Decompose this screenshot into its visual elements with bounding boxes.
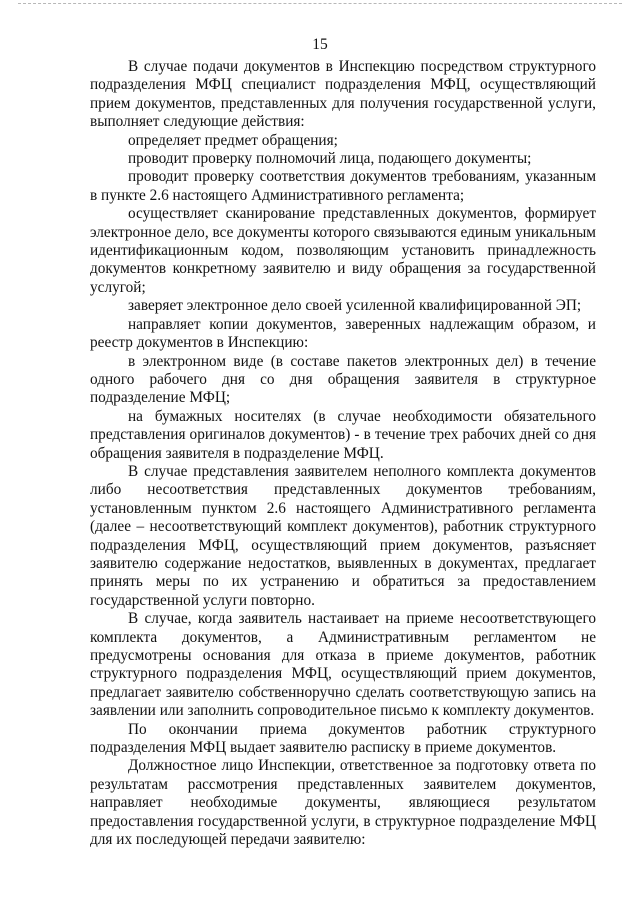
document-body	[90, 58, 596, 849]
paragraph-action-send-copies: направляет копии документов, заверенных надлежащим образом, и реестр документов в Инспекцию:	[90, 315, 596, 352]
paragraph-applicant-insists: В случае, когда заявитель настаивает на приеме несоответствующего комплекта документов, а Административным регламентом не предусмотрены основания для отказа в приеме документов, работник структурного подразделения МФЦ, осуществляющий прием документов, предлагает заявителю собственноручно сделать соответствующую запись на заявлении или заполнить сопроводительное письмо к комплекту документов.	[90, 610, 596, 720]
paragraph-mfc-submission: В случае подачи документов в Инспекцию посредством структурного подразделения МФЦ специалист подразделения МФЦ, осуществляющий прием документов, представленных для получения государственной услуги, выполняет следующие действия:	[90, 58, 596, 131]
paragraph-action-authority-check: проводит проверку полномочий лица, подающего документы;	[128, 150, 532, 168]
paragraph-incomplete-set: В случае представления заявителем неполного комплекта документов либо несоответствия представленных документов требованиям, установленным пунктом 2.6 настоящего Административного регламента (далее – несоответствующий комплект документов), работник структурного подразделения МФЦ, осуществляющий прием документов, разъясняет заявителю содержание недостатков, выявленных в документах, предлагает принять меры по их устранению и обратиться за предоставлением государственной услуги повторно.	[90, 462, 596, 609]
paragraph-official-response: Должностное лицо Инспекции, ответственное за подготовку ответа по результатам рассмотрения представленных заявителем документов, направляет необходимые документы, являющиеся результатом предоставления государственной услуги, в структурное подразделение МФЦ для их последующей передачи заявителю:	[90, 757, 596, 849]
page-number: 15	[312, 36, 328, 53]
scan-edge-line	[18, 3, 622, 4]
paragraph-action-signature: заверяет электронное дело своей усиленной квалифицированной ЭП;	[128, 297, 582, 315]
paragraph-action-subject: определяет предмет обращения;	[128, 131, 338, 149]
paragraph-action-scanning: осуществляет сканирование представленных документов, формирует электронное дело, все документы которого связываются единым уникальным идентификационным кодом, позволяющим установить принадлежность документов конкретному заявителю и виду обращения за государственной услугой;	[90, 205, 596, 296]
paragraph-paper-form: на бумажных носителях (в случае необходимости обязательного представления оригиналов документов) - в течение трех рабочих дней со дня обращения заявителя в подразделение МФЦ.	[90, 407, 596, 462]
paragraph-action-requirements-check: проводит проверку соответствия документов требованиям, указанным в пункте 2.6 настоящего Административного регламента;	[90, 168, 596, 204]
paragraph-electronic-form: в электронном виде (в составе пакетов электронных дел) в течение одного рабочего дня со дня обращения заявителя в структурное подразделение МФЦ;	[90, 352, 596, 407]
paragraph-receipt: По окончании приема документов работник структурного подразделения МФЦ выдает заявителю расписку в приеме документов.	[90, 720, 596, 757]
